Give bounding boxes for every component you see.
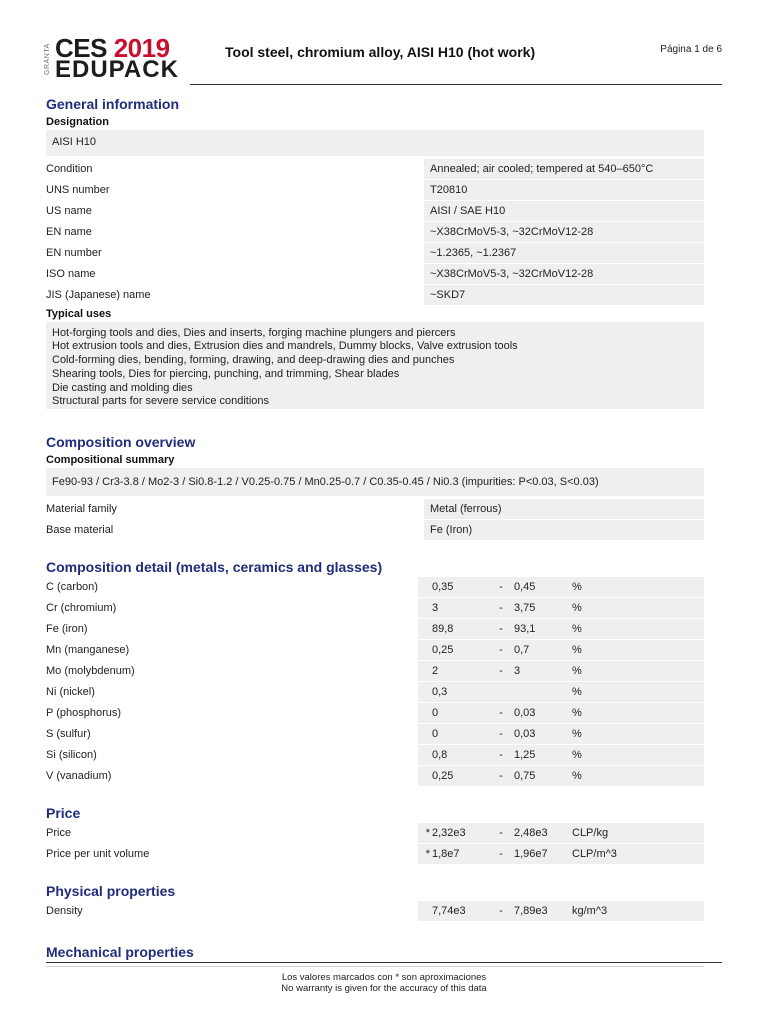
section-mechanical-heading: Mechanical properties — [46, 943, 194, 960]
element-row — [46, 661, 704, 682]
general-table — [46, 159, 704, 306]
max-value: 3 — [512, 661, 572, 681]
footer-divider — [46, 962, 722, 963]
approx-marker — [418, 661, 430, 681]
unit: % — [572, 724, 704, 744]
unit: % — [572, 598, 704, 618]
unit: CLP/kg — [572, 823, 704, 843]
range-dash: - — [490, 844, 512, 864]
composition-detail-table — [46, 577, 704, 787]
property-label: EN number — [46, 246, 102, 259]
element-label: P (phosphorus) — [46, 706, 122, 719]
property-value: Metal (ferrous) — [424, 499, 704, 519]
logo-granta-text: GRANTA — [44, 43, 51, 75]
section-price-heading: Price — [46, 804, 81, 821]
designation-label: Designation — [46, 116, 109, 128]
range-dash — [490, 682, 512, 702]
unit: % — [572, 766, 704, 786]
max-value: 7,89e3 — [512, 901, 572, 921]
element-label: S (sulfur) — [46, 727, 91, 740]
property-value: Annealed; air cooled; tempered at 540–650°C — [424, 159, 704, 179]
min-value: 0,25 — [430, 766, 490, 786]
section-composition-heading: Composition overview — [46, 433, 196, 450]
header-divider — [190, 84, 722, 85]
element-label: Ni (nickel) — [46, 685, 95, 698]
general-row — [46, 285, 704, 306]
property-label: Condition — [46, 162, 93, 175]
unit: % — [572, 703, 704, 723]
unit: % — [572, 577, 704, 597]
min-value: 0 — [430, 703, 490, 723]
min-value: 3 — [430, 598, 490, 618]
range-dash: - — [490, 640, 512, 660]
range-dash: - — [490, 901, 512, 921]
property-label: Density — [46, 904, 83, 917]
property-label: Price — [46, 826, 72, 839]
element-label: Si (silicon) — [46, 748, 97, 761]
element-row — [46, 745, 704, 766]
element-row — [46, 724, 704, 745]
unit: % — [572, 619, 704, 639]
max-value: 0,75 — [512, 766, 572, 786]
max-value: 0,03 — [512, 724, 572, 744]
min-value: 0,35 — [430, 577, 490, 597]
min-value: 0,25 — [430, 640, 490, 660]
general-row — [46, 222, 704, 243]
range-dash: - — [490, 703, 512, 723]
section-general-heading: General information — [46, 96, 180, 112]
physical-row — [46, 901, 704, 922]
logo-ces-text: CES — [55, 33, 107, 63]
general-row — [46, 180, 704, 201]
unit: kg/m^3 — [572, 901, 704, 921]
general-row — [46, 201, 704, 222]
min-value: 0,3 — [430, 682, 490, 702]
unit: % — [572, 640, 704, 660]
property-label: US name — [46, 204, 92, 217]
range-dash: - — [490, 766, 512, 786]
unit: % — [572, 661, 704, 681]
range-dash: - — [490, 661, 512, 681]
element-label: Cr (chromium) — [46, 601, 117, 614]
range-dash: - — [490, 598, 512, 618]
min-value: 7,74e3 — [430, 901, 490, 921]
composition-row — [46, 499, 704, 520]
designation-value: AISI H10 — [46, 130, 704, 156]
approx-marker: * — [418, 823, 430, 843]
max-value — [512, 682, 572, 702]
typical-use-line: Shearing tools, Dies for piercing, punching, and trimming, Shear blades — [52, 367, 400, 380]
max-value: 1,25 — [512, 745, 572, 765]
element-row — [46, 640, 704, 661]
compositional-summary-label: Compositional summary — [46, 453, 175, 466]
min-value: 0 — [430, 724, 490, 744]
price-row — [46, 823, 704, 844]
approx-marker — [418, 619, 430, 639]
page-number: Página 1 de 6 — [660, 44, 722, 55]
element-row — [46, 682, 704, 703]
unit: % — [572, 745, 704, 765]
approx-marker — [418, 703, 430, 723]
typical-use-line: Hot extrusion tools and dies, Extrusion dies and mandrels, Dummy blocks, Valve extrusion tools — [52, 340, 518, 353]
element-label: Mo (molybdenum) — [46, 664, 135, 677]
general-row — [46, 243, 704, 264]
element-row — [46, 619, 704, 640]
section-divider — [46, 966, 704, 967]
approx-marker — [418, 598, 430, 618]
range-dash: - — [490, 745, 512, 765]
property-label: EN name — [46, 225, 92, 238]
unit: % — [572, 682, 704, 702]
approx-marker — [418, 766, 430, 786]
composition-row — [46, 520, 704, 541]
typical-uses-label: Typical uses — [46, 307, 112, 320]
ces-edupack-logo — [44, 33, 194, 83]
footer-warranty-note: No warranty is given for the accuracy of this data — [281, 983, 487, 994]
document-title: Tool steel, chromium alloy, AISI H10 (hot work) — [225, 44, 536, 60]
logo-edupack: EDUPACK — [55, 56, 179, 83]
min-value: 89,8 — [430, 619, 490, 639]
approx-marker — [418, 724, 430, 744]
max-value: 0,7 — [512, 640, 572, 660]
max-value: 1,96e7 — [512, 844, 572, 864]
property-value: T20810 — [424, 180, 704, 200]
typical-use-line: Hot-forging tools and dies, Dies and inserts, forging machine plungers and piercers — [52, 326, 456, 339]
max-value: 2,48e3 — [512, 823, 572, 843]
property-value: Fe (Iron) — [424, 520, 704, 540]
price-row — [46, 844, 704, 865]
property-value: ~X38CrMoV5-3, ~32CrMoV12-28 — [424, 222, 704, 242]
property-label: UNS number — [46, 183, 110, 196]
section-physical-heading: Physical properties — [46, 882, 176, 899]
max-value: 93,1 — [512, 619, 572, 639]
property-value: ~SKD7 — [424, 285, 704, 305]
max-value: 0,03 — [512, 703, 572, 723]
element-label: Fe (iron) — [46, 622, 88, 635]
property-value: ~X38CrMoV5-3, ~32CrMoV12-28 — [424, 264, 704, 284]
general-row — [46, 264, 704, 285]
range-dash: - — [490, 823, 512, 843]
min-value: 2 — [430, 661, 490, 681]
max-value: 0,45 — [512, 577, 572, 597]
typical-use-line: Die casting and molding dies — [52, 381, 193, 394]
footer-approximation-note: Los valores marcados con * son aproximaciones — [281, 972, 487, 983]
element-label: C (carbon) — [46, 580, 98, 593]
property-value: AISI / SAE H10 — [424, 201, 704, 221]
unit: CLP/m^3 — [572, 844, 704, 864]
logo-year: 2019 — [113, 33, 170, 63]
property-label: Base material — [46, 523, 114, 536]
footer — [0, 972, 768, 994]
property-label: ISO name — [46, 267, 96, 280]
typical-use-line: Cold-forming dies, bending, forming, drawing, and deep-drawing dies and punches — [52, 354, 455, 367]
approx-marker — [418, 682, 430, 702]
range-dash: - — [490, 577, 512, 597]
approx-marker: * — [418, 844, 430, 864]
range-dash: - — [490, 724, 512, 744]
compositional-summary-value: Fe90-93 / Cr3-3.8 / Mo2-3 / Si0.8-1.2 / V0.25-0.75 / Mn0.25-0.7 / C0.35-0.45 / Ni0.3 (impurities: P<0.03, S<0.03) — [46, 468, 704, 496]
section-composition-detail-heading: Composition detail (metals, ceramics and glasses) — [46, 558, 383, 575]
general-row — [46, 159, 704, 180]
approx-marker — [418, 901, 430, 921]
element-label: V (vanadium) — [46, 769, 112, 782]
approx-marker — [418, 640, 430, 660]
range-dash: - — [490, 619, 512, 639]
element-row — [46, 703, 704, 724]
element-row — [46, 766, 704, 787]
property-label: JIS (Japanese) name — [46, 288, 151, 301]
property-label: Material family — [46, 502, 117, 515]
property-value: ~1.2365, ~1.2367 — [424, 243, 704, 263]
min-value: 0,8 — [430, 745, 490, 765]
element-label: Mn (manganese) — [46, 643, 130, 656]
max-value: 3,75 — [512, 598, 572, 618]
typical-use-line: Structural parts for severe service conditions — [52, 395, 270, 408]
approx-marker — [418, 577, 430, 597]
typical-uses-box — [46, 322, 704, 409]
approx-marker — [418, 745, 430, 765]
element-row — [46, 577, 704, 598]
datasheet-content — [46, 90, 704, 967]
min-value: 1,8e7 — [430, 844, 490, 864]
element-row — [46, 598, 704, 619]
property-label: Price per unit volume — [46, 847, 150, 860]
min-value: 2,32e3 — [430, 823, 490, 843]
